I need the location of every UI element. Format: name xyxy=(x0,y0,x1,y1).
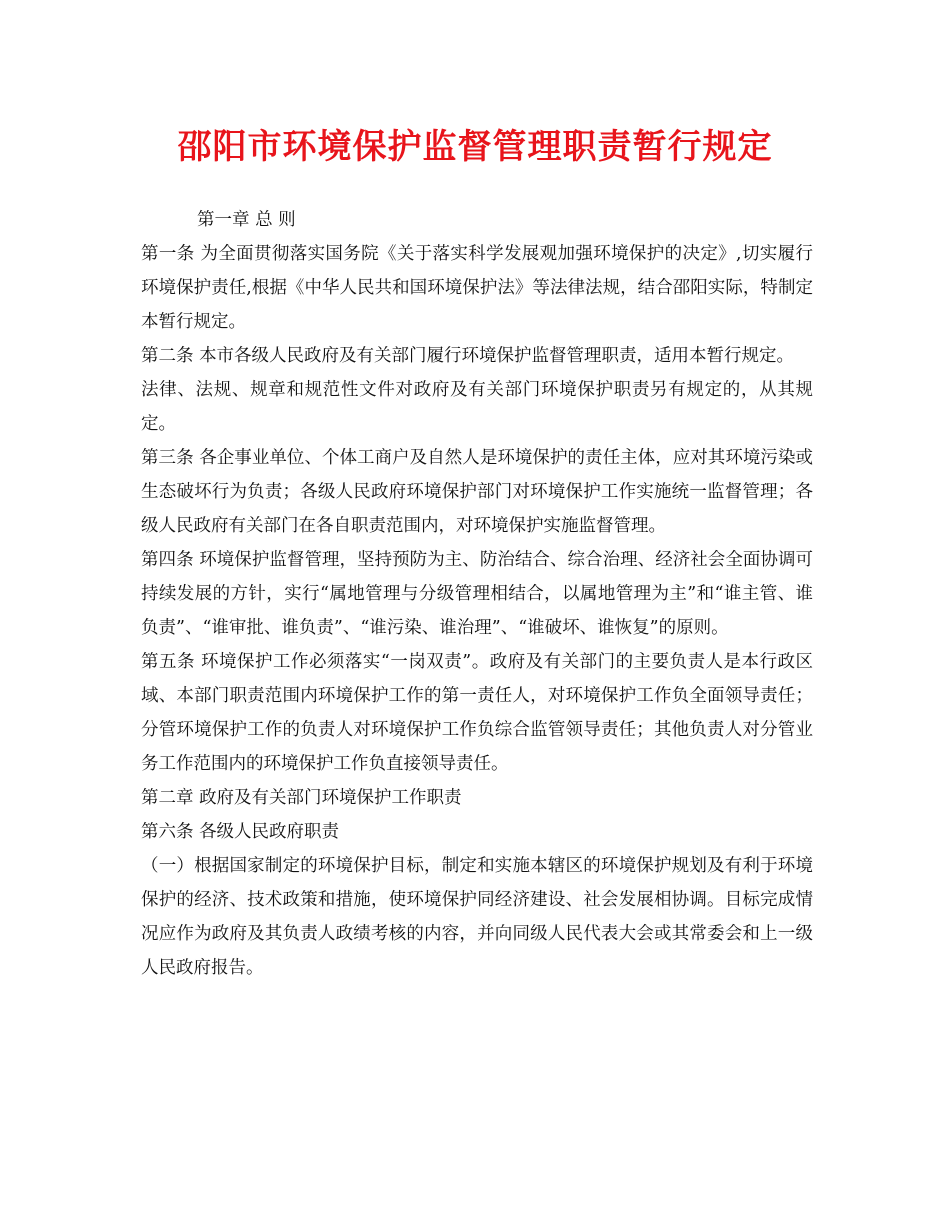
document-body xyxy=(141,203,813,985)
article-5: 第五条 环境保护工作必须落实“一岗双责”。政府及有关部门的主要负责人是本行政区域、本部门职责范围内环境保护工作的第一责任人，对环境保护工作负全面领导责任；分管环境保护工作的负责人对环境保护工作负综合监管领导责任；其他负责人对分管业务工作范围内的环境保护工作负直接领导责任。 xyxy=(141,652,813,774)
article-2: 第二条 本市各级人民政府及有关部门履行环境保护监督管理职责，适用本暂行规定。 xyxy=(141,346,795,366)
article-3: 第三条 各企事业单位、个体工商户及自然人是环境保护的责任主体，应对其环境污染或生态破坏行为负责；各级人民政府环境保护部门对环境保护工作实施统一监督管理；各级人民政府有关部门在各自职责范围内，对环境保护实施监督管理。 xyxy=(141,448,813,536)
chapter-heading-1: 第一章 总 则 xyxy=(197,210,296,230)
article-1: 第一条 为全面贯彻落实国务院《关于落实科学发展观加强环境保护的决定》,切实履行环境保护责任,根据《中华人民共和国环境保护法》等法律法规，结合邵阳实际，特制定本暂行规定。 xyxy=(141,244,813,332)
chapter-heading-2: 第二章 政府及有关部门环境保护工作职责 xyxy=(141,788,462,808)
article-6-item-1: （一）根据国家制定的环境保护目标，制定和实施本辖区的环境保护规划及有利于环境保护的经济、技术政策和措施，使环境保护同经济建设、社会发展相协调。目标完成情况应作为政府及其负责人政绩考核的内容，并向同级人民代表大会或其常委会和上一级人民政府报告。 xyxy=(141,856,813,978)
article-6: 第六条 各级人民政府职责 xyxy=(141,822,340,842)
article-2-supplement: 法律、法规、规章和规范性文件对政府及有关部门环境保护职责另有规定的，从其规定。 xyxy=(141,380,813,434)
article-4: 第四条 环境保护监督管理，坚持预防为主、防治结合、综合治理、经济社会全面协调可持续发展的方针，实行“属地管理与分级管理相结合，以属地管理为主”和“谁主管、谁负责”、“谁审批、谁负责”、“谁污染、谁治理”、“谁破坏、谁恢复”的原则。 xyxy=(141,550,813,638)
document-title: 邵阳市环境保护监督管理职责暂行规定 xyxy=(177,127,773,167)
